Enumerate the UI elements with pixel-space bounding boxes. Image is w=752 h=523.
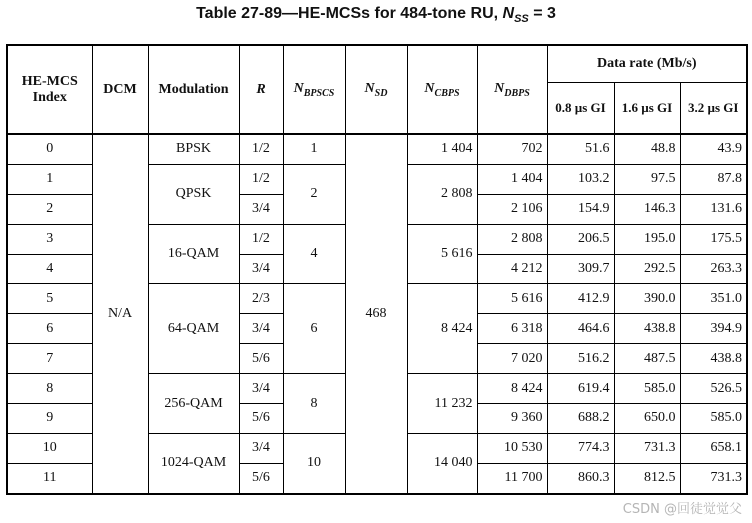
table-cell: 8 424 bbox=[477, 374, 547, 404]
table-cell: 702 bbox=[477, 134, 547, 164]
table-cell: 6 bbox=[7, 314, 92, 344]
table-caption bbox=[0, 5, 752, 25]
table-cell: 8 424 bbox=[407, 284, 477, 374]
table-cell: 11 bbox=[7, 463, 92, 493]
header-ncbps: $N_{CBPS}$ bbox=[407, 45, 477, 134]
table-cell: 5/6 bbox=[239, 463, 283, 493]
table-cell: 16-QAM bbox=[148, 224, 239, 284]
table-cell: 438.8 bbox=[614, 314, 680, 344]
table-cell: 4 bbox=[283, 224, 345, 284]
table-cell: 6 bbox=[283, 284, 345, 374]
table-cell: 206.5 bbox=[547, 224, 614, 254]
header-gi-08: 0.8 µs GI bbox=[547, 82, 614, 134]
table-cell: 103.2 bbox=[547, 164, 614, 194]
table-cell: 146.3 bbox=[614, 194, 680, 224]
caption-prefix: Table 27-89—HE-MCSs for 484-tone RU, bbox=[196, 5, 503, 22]
table-cell: 5 616 bbox=[477, 284, 547, 314]
table-cell: 256-QAM bbox=[148, 374, 239, 434]
table-cell: 1 bbox=[283, 134, 345, 164]
watermark: CSDN @回徒觉觉父 bbox=[622, 502, 742, 517]
table-cell: 3/4 bbox=[239, 314, 283, 344]
table-cell: 688.2 bbox=[547, 404, 614, 434]
header-r: R bbox=[239, 45, 283, 134]
table-cell: 412.9 bbox=[547, 284, 614, 314]
table-cell: 5/6 bbox=[239, 404, 283, 434]
header-modulation: Modulation bbox=[148, 45, 239, 134]
table-cell: 860.3 bbox=[547, 463, 614, 493]
table-cell: 390.0 bbox=[614, 284, 680, 314]
table-cell: 195.0 bbox=[614, 224, 680, 254]
table-cell: 3/4 bbox=[239, 374, 283, 404]
table-cell: QPSK bbox=[148, 164, 239, 224]
table-cell: 64-QAM bbox=[148, 284, 239, 374]
table-cell: 8 bbox=[7, 374, 92, 404]
table-cell: 1/2 bbox=[239, 164, 283, 194]
header-dcm: DCM bbox=[92, 45, 148, 134]
table-cell: 1024-QAM bbox=[148, 433, 239, 493]
table-cell: 585.0 bbox=[680, 404, 747, 434]
table-row bbox=[7, 134, 747, 164]
table-cell: 526.5 bbox=[680, 374, 747, 404]
table-cell: 2 808 bbox=[477, 224, 547, 254]
table-cell: 4 bbox=[7, 254, 92, 284]
table-cell: 5 616 bbox=[407, 224, 477, 284]
table-cell: 2 106 bbox=[477, 194, 547, 224]
table-cell: 11 232 bbox=[407, 374, 477, 434]
table-cell: 48.8 bbox=[614, 134, 680, 164]
table-cell: 438.8 bbox=[680, 344, 747, 374]
table-cell: 292.5 bbox=[614, 254, 680, 284]
header-gi-32: 3.2 µs GI bbox=[680, 82, 747, 134]
table-cell: 516.2 bbox=[547, 344, 614, 374]
table-cell: 2 bbox=[283, 164, 345, 224]
table-cell: 731.3 bbox=[614, 433, 680, 463]
table-cell: 8 bbox=[283, 374, 345, 434]
table-cell: BPSK bbox=[148, 134, 239, 164]
table-cell: 7 bbox=[7, 344, 92, 374]
table-cell: 309.7 bbox=[547, 254, 614, 284]
header-mcs-index: HE-MCS Index bbox=[7, 45, 92, 134]
table-cell: 87.8 bbox=[680, 164, 747, 194]
header-nsd: $N_{SD}$ bbox=[345, 45, 407, 134]
table-cell: 351.0 bbox=[680, 284, 747, 314]
table-cell: 2 808 bbox=[407, 164, 477, 224]
table-cell: 658.1 bbox=[680, 433, 747, 463]
table-cell: 131.6 bbox=[680, 194, 747, 224]
table-cell: 731.3 bbox=[680, 463, 747, 493]
table-cell: 394.9 bbox=[680, 314, 747, 344]
table-cell: 1 404 bbox=[477, 164, 547, 194]
table-cell: 14 040 bbox=[407, 433, 477, 493]
table-cell: 0 bbox=[7, 134, 92, 164]
header-nbpscs: $N_{BPSCS}$ bbox=[283, 45, 345, 134]
table-cell: 1 404 bbox=[407, 134, 477, 164]
caption-nss-symbol: $N_{SS}$ bbox=[502, 5, 529, 26]
nsd-value: 468 bbox=[345, 134, 407, 494]
table-cell: 97.5 bbox=[614, 164, 680, 194]
table-cell: 812.5 bbox=[614, 463, 680, 493]
table-cell: 7 020 bbox=[477, 344, 547, 374]
mcs-table bbox=[6, 44, 748, 495]
table-cell: 51.6 bbox=[547, 134, 614, 164]
table-cell: 263.3 bbox=[680, 254, 747, 284]
table-cell: 9 bbox=[7, 404, 92, 434]
table-cell: 650.0 bbox=[614, 404, 680, 434]
table-cell: 3/4 bbox=[239, 433, 283, 463]
table-cell: 154.9 bbox=[547, 194, 614, 224]
table-cell: 585.0 bbox=[614, 374, 680, 404]
table-cell: 3/4 bbox=[239, 194, 283, 224]
table-cell: 2/3 bbox=[239, 284, 283, 314]
header-ndbps: $N_{DBPS}$ bbox=[477, 45, 547, 134]
table-cell: 6 318 bbox=[477, 314, 547, 344]
table-cell: 11 700 bbox=[477, 463, 547, 493]
table-cell: 464.6 bbox=[547, 314, 614, 344]
table-cell: 774.3 bbox=[547, 433, 614, 463]
table-cell: 1/2 bbox=[239, 134, 283, 164]
table-cell: 10 530 bbox=[477, 433, 547, 463]
table-cell: 5/6 bbox=[239, 344, 283, 374]
table-cell: 4 212 bbox=[477, 254, 547, 284]
table-cell: 2 bbox=[7, 194, 92, 224]
header-gi-16: 1.6 µs GI bbox=[614, 82, 680, 134]
table-cell: 3/4 bbox=[239, 254, 283, 284]
caption-suffix: = 3 bbox=[528, 5, 556, 22]
table-cell: 619.4 bbox=[547, 374, 614, 404]
table-cell: 1 bbox=[7, 164, 92, 194]
table-cell: 175.5 bbox=[680, 224, 747, 254]
table-cell: 487.5 bbox=[614, 344, 680, 374]
table-cell: 5 bbox=[7, 284, 92, 314]
table-cell: 1/2 bbox=[239, 224, 283, 254]
table-cell: 10 bbox=[283, 433, 345, 493]
table-cell: 9 360 bbox=[477, 404, 547, 434]
table-cell: 3 bbox=[7, 224, 92, 254]
dcm-value: N/A bbox=[92, 134, 148, 494]
header-data-rate: Data rate (Mb/s) bbox=[547, 45, 747, 82]
table-cell: 43.9 bbox=[680, 134, 747, 164]
table-cell: 10 bbox=[7, 433, 92, 463]
